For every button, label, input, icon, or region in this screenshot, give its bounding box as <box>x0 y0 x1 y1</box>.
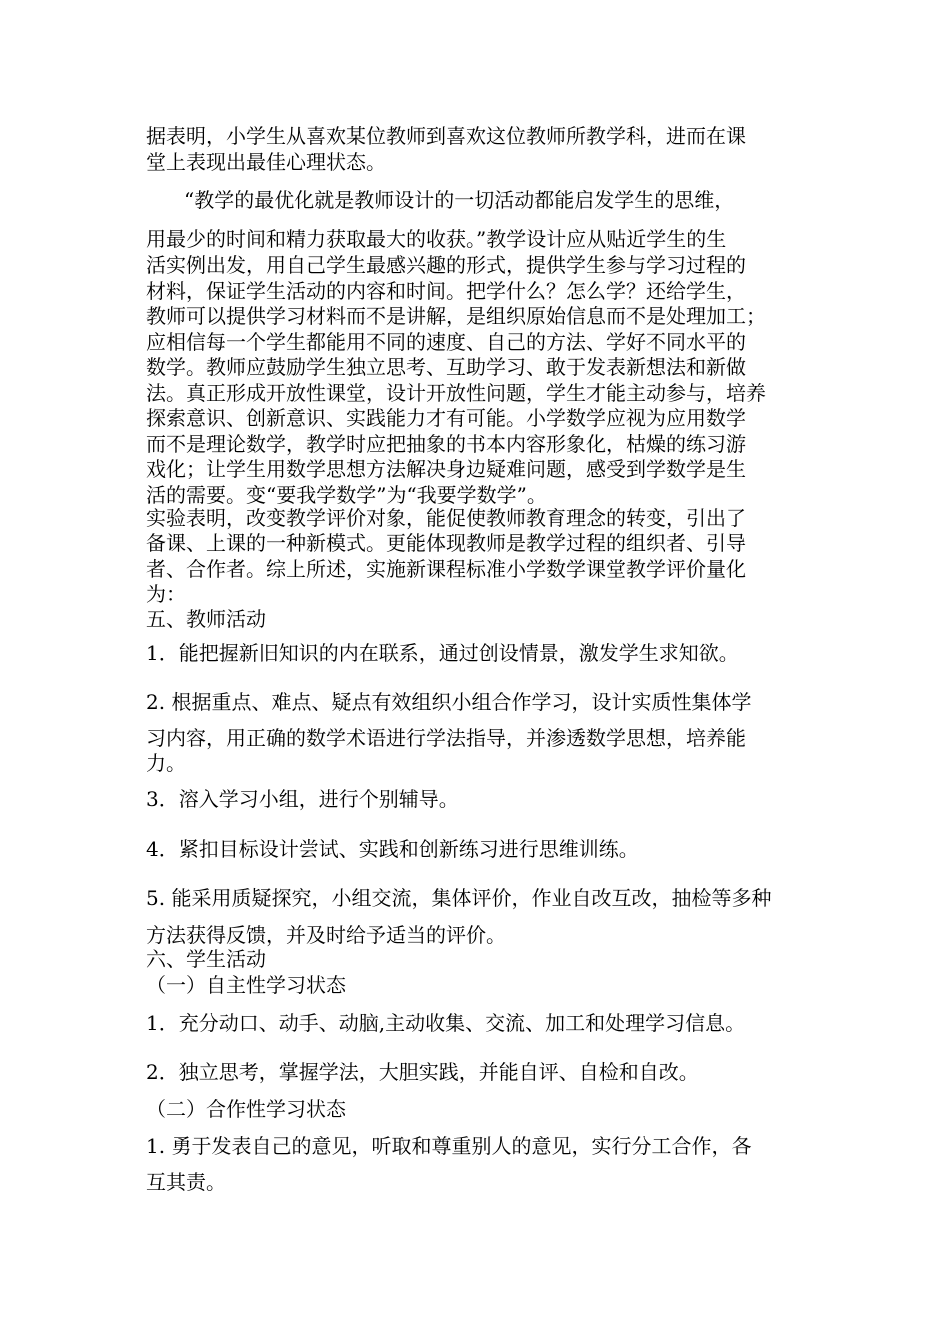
body-text-line: 用最少的时间和精力获取最大的收获。”教学设计应从贴近学生的生 <box>146 227 727 251</box>
list-item-continuation: 方法获得反馈，并及时给予适当的评价。 <box>146 923 506 947</box>
body-text-line: 教师可以提供学习材料而不是讲解，是组织原始信息而不是处理加工； <box>146 304 766 328</box>
subsection-heading: （一）自主性学习状态 <box>146 973 346 997</box>
subsection-heading: （二）合作性学习状态 <box>146 1097 346 1121</box>
body-text-line: 而不是理论数学，教学时应把抽象的书本内容形象化，枯燥的练习游 <box>146 432 746 456</box>
body-text-line: 者、合作者。综上所述，实施新课程标准小学数学课堂教学评价量化 <box>146 557 746 581</box>
list-item: 5. 能采用质疑探究，小组交流，集体评价，作业自改互改，抽检等多种 <box>146 886 772 910</box>
body-text-line: 应相信每一个学生都能用不同的速度、自己的方法、学好不同水平的 <box>146 330 746 354</box>
body-text-line: 堂上表现出最佳心理状态。 <box>146 150 386 174</box>
body-text-line: 活实例出发，用自己学生最感兴趣的形式，提供学生参与学习过程的 <box>146 253 746 277</box>
list-item: 2. 根据重点、难点、疑点有效组织小组合作学习，设计实质性集体学 <box>146 690 752 714</box>
body-text-line: 活的需要。变“要我学数学”为“我要学数学”。 <box>146 483 547 507</box>
body-text-line: 据表明，小学生从喜欢某位教师到喜欢这位教师所教学科，进而在课 <box>146 124 746 148</box>
body-text-line: 戏化；让学生用数学思想方法解决身边疑难问题，感受到学数学是生 <box>146 457 746 481</box>
body-text-line: 数学。教师应鼓励学生独立思考、互助学习、敢于发表新想法和新做 <box>146 355 746 379</box>
body-text-line: 备课、上课的一种新模式。更能体现教师是教学过程的组织者、引导 <box>146 531 746 555</box>
list-item: 4．紧扣目标设计尝试、实践和创新练习进行思维训练。 <box>146 837 639 861</box>
section-heading: 五、教师活动 <box>146 607 266 631</box>
quote-paragraph-start: “教学的最优化就是教师设计的一切活动都能启发学生的思维， <box>184 188 735 212</box>
list-item: 3．溶入学习小组，进行个别辅导。 <box>146 787 459 811</box>
list-item-continuation: 互其责。 <box>146 1170 226 1194</box>
list-item: 2．独立思考，掌握学法，大胆实践，并能自评、自检和自改。 <box>146 1060 699 1084</box>
list-item: 1．充分动口、动手、动脑,主动收集、交流、加工和处理学习信息。 <box>146 1011 746 1035</box>
list-item-continuation: 习内容，用正确的数学术语进行学法指导，并渗透数学思想，培养能 <box>146 726 746 750</box>
body-text-line: 实验表明，改变教学评价对象，能促使教师教育理念的转变，引出了 <box>146 506 746 530</box>
section-heading: 六、学生活动 <box>146 947 266 971</box>
body-text-line: 为： <box>146 582 186 606</box>
body-text-line: 材料，保证学生活动的内容和时间。把学什么？怎么学？还给学生， <box>146 279 746 303</box>
body-text-line: 法。真正形成开放性课堂，设计开放性问题，学生才能主动参与，培养 <box>146 381 766 405</box>
list-item-continuation: 力。 <box>146 751 186 775</box>
list-item: 1．能把握新旧知识的内在联系，通过创设情景，激发学生求知欲。 <box>146 641 739 665</box>
body-text-line: 探索意识、创新意识、实践能力才有可能。小学数学应视为应用数学 <box>146 406 746 430</box>
list-item: 1. 勇于发表自己的意见，听取和尊重别人的意见，实行分工合作，各 <box>146 1134 752 1158</box>
